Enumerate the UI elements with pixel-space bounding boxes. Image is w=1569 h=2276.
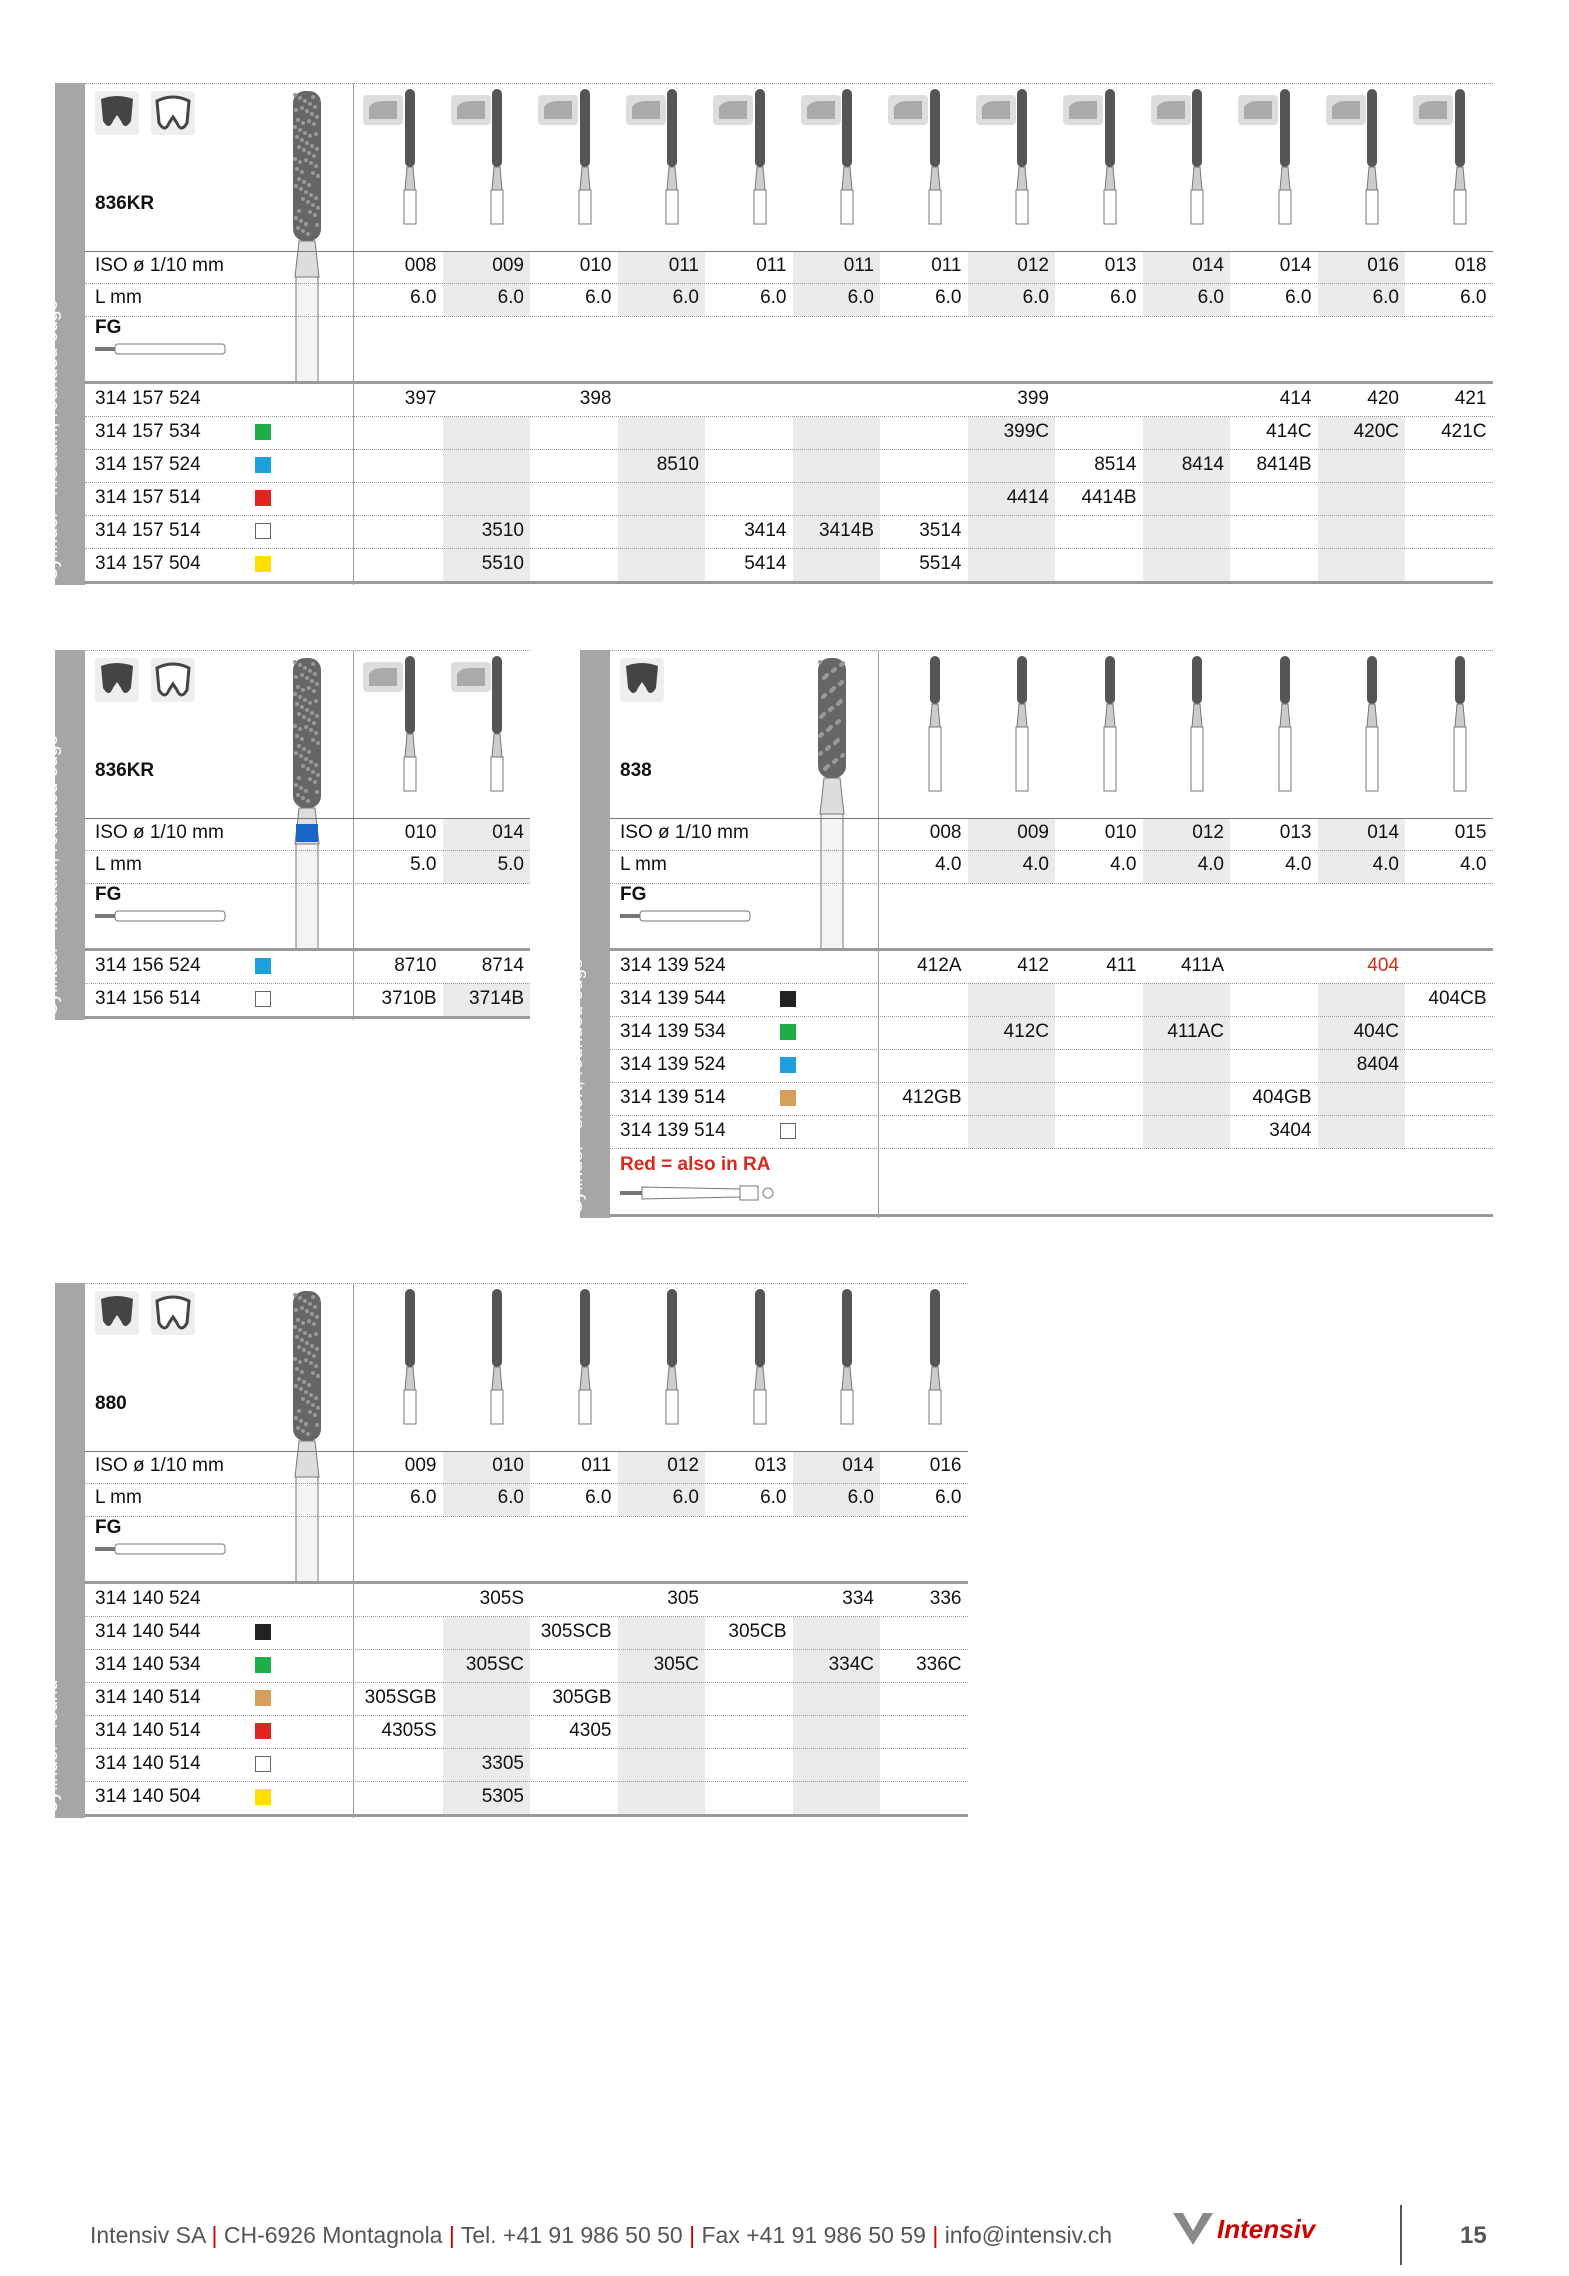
- category-subtitle: round: [41, 1679, 62, 1729]
- product-number: 412A: [917, 955, 962, 976]
- length-label: L mm: [95, 854, 142, 875]
- iso-size: 011: [756, 255, 787, 276]
- iso-size: 013: [1104, 255, 1137, 276]
- length-value: 6.0: [847, 287, 874, 308]
- iso-size: 012: [1192, 822, 1224, 843]
- product-number: 3414B: [819, 520, 874, 541]
- length-value: 6.0: [410, 287, 437, 308]
- product-number: 336: [929, 1588, 962, 1609]
- length-value: 6.0: [1110, 287, 1137, 308]
- product-number: 398: [579, 388, 612, 409]
- tooth-prep-icon: [151, 91, 195, 135]
- product-number: 8414: [1181, 454, 1224, 475]
- product-number: 412: [1017, 955, 1049, 976]
- length-label: L mm: [620, 854, 667, 875]
- bur-size-image: [745, 1287, 775, 1432]
- prep-shape-icon: [1238, 93, 1278, 132]
- iso-size: 014: [1279, 255, 1312, 276]
- product-number: 305SC: [465, 1654, 524, 1675]
- grit-color-swatch: [780, 1123, 796, 1139]
- product-number: 411A: [1181, 955, 1224, 976]
- bur-main-image: [287, 654, 327, 959]
- category-sidebar: [41, 83, 85, 585]
- length-label: L mm: [95, 287, 142, 308]
- iso-size: 009: [492, 255, 524, 276]
- bur-size-image: [1357, 654, 1387, 799]
- product-number: 404GB: [1252, 1087, 1312, 1108]
- length-value: 4.0: [1372, 854, 1399, 875]
- length-value: 4.0: [1460, 854, 1487, 875]
- grit-color-swatch: [255, 991, 271, 1007]
- iso-size: 014: [1367, 822, 1399, 843]
- length-value: 6.0: [847, 1487, 874, 1508]
- tooth-crown-icon: [95, 1291, 139, 1335]
- length-label: L mm: [95, 1487, 142, 1508]
- category-label: Cylinder: [41, 511, 62, 581]
- block1-table: [41, 83, 1493, 585]
- product-number: 8414B: [1256, 454, 1312, 475]
- iso-label: ISO ø 1/10 mm: [95, 1455, 224, 1476]
- footer-address: CH-6926 Montagnola: [223, 2222, 443, 2248]
- block4-table: [41, 1283, 968, 1818]
- iso-size: 008: [929, 822, 962, 843]
- grit-color-swatch: [255, 1657, 271, 1673]
- article-code: 314 156 524: [95, 955, 201, 976]
- product-number: 421C: [1441, 421, 1487, 442]
- iso-size: 010: [404, 822, 437, 843]
- product-number: 4305S: [381, 1720, 437, 1741]
- article-code: 314 140 534: [95, 1654, 201, 1675]
- article-code: 314 157 514: [95, 520, 201, 541]
- fg-label: FG: [95, 884, 122, 905]
- fg-label: FG: [95, 317, 122, 338]
- iso-size: 011: [931, 255, 962, 276]
- article-code: 314 140 504: [95, 1786, 201, 1807]
- product-number: 399: [1017, 388, 1049, 409]
- fg-shank-icon: [620, 908, 760, 929]
- footer-fax: Fax +41 91 986 50 59: [701, 2222, 926, 2248]
- tooth-prep-icon: [151, 1291, 195, 1335]
- product-number: 3714B: [469, 988, 524, 1009]
- bur-main-image: [287, 87, 327, 392]
- product-number: 336C: [916, 1654, 962, 1675]
- bur-size-image: [1095, 654, 1125, 799]
- prep-shape-icon: [1413, 93, 1453, 132]
- grit-color-swatch: [255, 1723, 271, 1739]
- product-number: 5514: [919, 553, 962, 574]
- iso-size: 014: [1192, 255, 1224, 276]
- tooth-crown-icon: [95, 91, 139, 135]
- bur-size-image: [570, 1287, 600, 1432]
- tooth-crown-icon: [620, 658, 664, 702]
- article-code: 314 140 514: [95, 1720, 201, 1741]
- prep-shape-icon: [801, 93, 841, 132]
- length-value: 6.0: [1372, 287, 1399, 308]
- product-number: 3510: [481, 520, 524, 541]
- length-value: 4.0: [1285, 854, 1312, 875]
- grit-color-swatch: [780, 991, 796, 1007]
- length-value: 6.0: [935, 287, 962, 308]
- iso-label: ISO ø 1/10 mm: [95, 255, 224, 276]
- product-number: 305C: [653, 1654, 699, 1675]
- length-value: 6.0: [672, 287, 699, 308]
- article-code: 314 140 514: [95, 1687, 201, 1708]
- product-number: 334C: [828, 1654, 874, 1675]
- article-code: 314 157 504: [95, 553, 201, 574]
- product-number: 8510: [656, 454, 699, 475]
- product-number: 3404: [1269, 1120, 1312, 1141]
- category-label: Cylinder: [566, 1144, 587, 1214]
- article-code: 314 157 514: [95, 487, 201, 508]
- length-value: 6.0: [410, 1487, 437, 1508]
- model-number: 838: [620, 760, 652, 781]
- product-number: 421: [1454, 388, 1487, 409]
- category-subtitle: medium, rounded edge: [41, 735, 62, 931]
- category-sidebar: [41, 650, 85, 1020]
- length-value: 6.0: [1197, 287, 1224, 308]
- prep-shape-icon: [451, 660, 491, 699]
- category-label: Cylinder: [41, 1744, 62, 1814]
- iso-size: 015: [1454, 822, 1487, 843]
- product-number: 412C: [1003, 1021, 1049, 1042]
- iso-size: 009: [404, 1455, 437, 1476]
- fg-shank-icon: [95, 1541, 235, 1562]
- grit-color-swatch: [255, 1690, 271, 1706]
- prep-shape-icon: [1063, 93, 1103, 132]
- prep-shape-icon: [976, 93, 1016, 132]
- footer-contact: Intensiv SA | CH-6926 Montagnola | Tel. +41 91 986 50 50 | Fax +41 91 986 50 59 | info@intensiv.ch: [90, 2222, 1113, 2248]
- article-code: 314 139 534: [620, 1021, 726, 1042]
- tooth-crown-icon: [95, 658, 139, 702]
- bur-size-image: [920, 654, 950, 799]
- product-number: 3305: [481, 1753, 524, 1774]
- bur-size-image: [920, 1287, 950, 1432]
- iso-label: ISO ø 1/10 mm: [620, 822, 749, 843]
- product-number: 412GB: [902, 1087, 962, 1108]
- article-code: 314 139 524: [620, 1054, 726, 1075]
- prep-shape-icon: [888, 93, 928, 132]
- bur-size-image: [1445, 654, 1475, 799]
- product-number: 5510: [481, 553, 524, 574]
- product-number: 3710B: [381, 988, 437, 1009]
- bur-size-image: [395, 1287, 425, 1432]
- product-number: 414: [1279, 388, 1312, 409]
- article-code: 314 139 544: [620, 988, 726, 1009]
- grit-color-swatch: [255, 424, 271, 440]
- product-number: 3514: [919, 520, 962, 541]
- model-number: 836KR: [95, 193, 155, 214]
- length-value: 6.0: [1460, 287, 1487, 308]
- product-number: 420C: [1353, 421, 1399, 442]
- bur-size-image: [1007, 654, 1037, 799]
- fg-label: FG: [620, 884, 647, 905]
- category-sidebar: [41, 1283, 85, 1818]
- prep-shape-icon: [451, 93, 491, 132]
- iso-size: 008: [404, 255, 437, 276]
- length-value: 4.0: [935, 854, 962, 875]
- product-number: 4305: [569, 1720, 612, 1741]
- model-number: 836KR: [95, 760, 155, 781]
- length-value: 4.0: [1110, 854, 1137, 875]
- iso-label: ISO ø 1/10 mm: [95, 822, 224, 843]
- product-number: 4414: [1006, 487, 1049, 508]
- article-code: 314 140 514: [95, 1753, 201, 1774]
- product-number: 404CB: [1428, 988, 1487, 1009]
- brand-name: Intensiv: [1217, 2214, 1316, 2244]
- brand-logo: [1165, 2205, 1365, 2255]
- length-value: 6.0: [935, 1487, 962, 1508]
- category-subtitle: medium, rounded edge: [41, 300, 62, 496]
- article-code: 314 157 524: [95, 388, 201, 409]
- bur-size-image: [832, 1287, 862, 1432]
- product-number: 305SCB: [540, 1621, 612, 1642]
- product-number: 305S: [479, 1588, 524, 1609]
- product-number: 420: [1367, 388, 1399, 409]
- product-number: 399C: [1003, 421, 1049, 442]
- iso-size: 011: [843, 255, 874, 276]
- length-value: 4.0: [1022, 854, 1049, 875]
- fg-shank-icon: [95, 908, 235, 929]
- prep-shape-icon: [363, 93, 403, 132]
- bur-size-image: [657, 1287, 687, 1432]
- tooth-prep-icon: [151, 658, 195, 702]
- bur-main-image: [812, 654, 852, 959]
- product-number: 305CB: [728, 1621, 787, 1642]
- iso-size: 013: [1279, 822, 1312, 843]
- grit-color-swatch: [780, 1057, 796, 1073]
- iso-size: 016: [1367, 255, 1399, 276]
- product-number: 305SGB: [364, 1687, 437, 1708]
- product-number: 411: [1106, 955, 1137, 976]
- product-number: 8514: [1094, 454, 1137, 475]
- iso-size: 010: [492, 1455, 524, 1476]
- iso-size: 016: [929, 1455, 962, 1476]
- product-number: 8714: [481, 955, 524, 976]
- grit-color-swatch: [255, 958, 271, 974]
- grit-color-swatch: [255, 523, 271, 539]
- length-value: 4.0: [1197, 854, 1224, 875]
- product-number: 305: [667, 1588, 699, 1609]
- iso-size: 010: [1104, 822, 1137, 843]
- brand-logo-icon: [1165, 2205, 1365, 2255]
- bur-size-image: [1182, 654, 1212, 799]
- product-number: 404: [1367, 955, 1399, 976]
- iso-size: 013: [754, 1455, 787, 1476]
- product-number: 305GB: [552, 1687, 612, 1708]
- block3-table: [566, 650, 1493, 1218]
- article-code: 314 139 514: [620, 1087, 726, 1108]
- length-value: 6.0: [760, 287, 787, 308]
- product-number: 3414: [744, 520, 787, 541]
- footer-company: Intensiv SA: [90, 2222, 206, 2248]
- iso-size: 018: [1454, 255, 1487, 276]
- iso-size: 012: [1017, 255, 1049, 276]
- iso-size: 011: [668, 255, 699, 276]
- ra-shank-icon: [620, 1182, 780, 1209]
- grit-color-swatch: [780, 1024, 796, 1040]
- page-number: 15: [1460, 2222, 1487, 2249]
- product-number: 5305: [481, 1786, 524, 1807]
- product-number: 414C: [1266, 421, 1312, 442]
- bur-size-image: [482, 1287, 512, 1432]
- prep-shape-icon: [1151, 93, 1191, 132]
- article-code: 314 139 524: [620, 955, 726, 976]
- iso-size: 014: [492, 822, 524, 843]
- article-code: 314 140 544: [95, 1621, 201, 1642]
- footer-tel: Tel. +41 91 986 50 50: [460, 2222, 683, 2248]
- length-value: 5.0: [410, 854, 437, 875]
- fg-shank-icon: [95, 341, 235, 362]
- iso-size: 011: [581, 1455, 612, 1476]
- grit-color-swatch: [255, 1756, 271, 1772]
- length-value: 6.0: [497, 287, 524, 308]
- product-number: 4414B: [1081, 487, 1137, 508]
- footer-email[interactable]: info@intensiv.ch: [944, 2222, 1113, 2248]
- product-number: 397: [404, 388, 437, 409]
- bur-size-image: [1270, 654, 1300, 799]
- category-subtitle: short, rounded edge: [566, 958, 587, 1129]
- grit-color-swatch: [255, 1624, 271, 1640]
- red-note: Red = also in RA: [620, 1154, 771, 1175]
- product-number: 8710: [394, 955, 437, 976]
- product-number: 334: [842, 1588, 874, 1609]
- product-number: 404C: [1353, 1021, 1399, 1042]
- product-number: 411AC: [1167, 1021, 1224, 1042]
- prep-shape-icon: [713, 93, 753, 132]
- category-label: Cylinder: [41, 946, 62, 1016]
- article-code: 314 140 524: [95, 1588, 201, 1609]
- fg-label: FG: [95, 1517, 122, 1538]
- bur-main-image: [287, 1287, 327, 1592]
- product-number: 8404: [1356, 1054, 1399, 1075]
- iso-size: 009: [1017, 822, 1049, 843]
- model-number: 880: [95, 1393, 127, 1414]
- article-code: 314 157 524: [95, 454, 201, 475]
- iso-size: 010: [579, 255, 612, 276]
- prep-shape-icon: [626, 93, 666, 132]
- length-value: 5.0: [497, 854, 524, 875]
- grit-color-swatch: [255, 1789, 271, 1805]
- block2-table: [41, 650, 530, 1020]
- article-code: 314 156 514: [95, 988, 201, 1009]
- iso-size: 012: [667, 1455, 699, 1476]
- length-value: 6.0: [1285, 287, 1312, 308]
- grit-color-swatch: [780, 1090, 796, 1106]
- prep-shape-icon: [538, 93, 578, 132]
- iso-size: 014: [842, 1455, 874, 1476]
- length-value: 6.0: [497, 1487, 524, 1508]
- length-value: 6.0: [585, 287, 612, 308]
- prep-shape-icon: [1326, 93, 1366, 132]
- article-code: 314 139 514: [620, 1120, 726, 1141]
- grit-color-swatch: [255, 556, 271, 572]
- product-number: 5414: [744, 553, 787, 574]
- length-value: 6.0: [760, 1487, 787, 1508]
- article-code: 314 157 534: [95, 421, 201, 442]
- prep-shape-icon: [363, 660, 403, 699]
- length-value: 6.0: [672, 1487, 699, 1508]
- category-sidebar: [566, 650, 610, 1218]
- length-value: 6.0: [1022, 287, 1049, 308]
- grit-color-swatch: [255, 490, 271, 506]
- length-value: 6.0: [585, 1487, 612, 1508]
- grit-color-swatch: [255, 457, 271, 473]
